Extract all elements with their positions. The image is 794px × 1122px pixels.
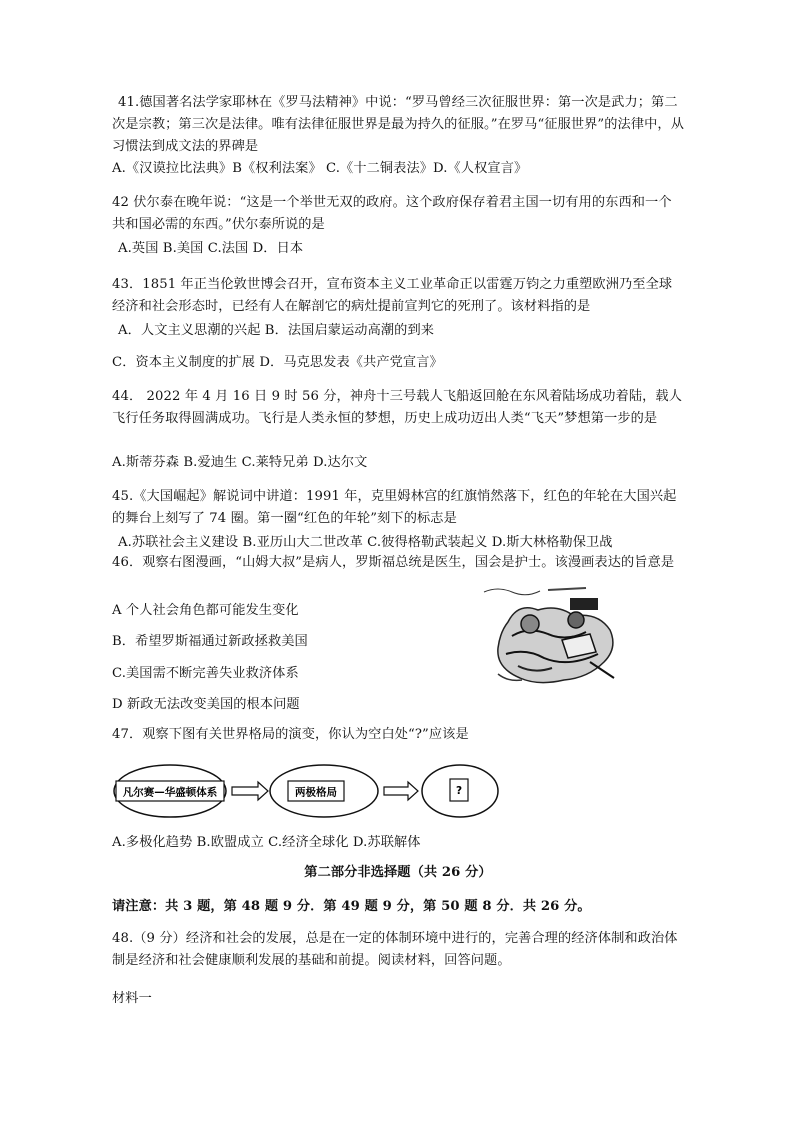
q41-stem: 41.德国著名法学家耶林在《罗马法精神》中说：“罗马曾经三次征服世界：第一次是武力；第二次是宗教；第三次是法律。唯有法律征服世界是最为持久的征服。”在罗马“征服世界”的法律中，从习惯法到成文法的界碑是 <box>112 95 684 154</box>
new-deal-cartoon <box>478 582 626 694</box>
world-pattern-diagram <box>112 762 502 820</box>
part2-title: 第二部分非选择题（共 26 分） <box>304 865 492 880</box>
q43-options-1: A．人文主义思潮的兴起 B．法国启蒙运动高潮的到来 <box>118 323 435 338</box>
q44-stem: 44． 2022 年 4 月 16 日 9 时 56 分，神舟十三号载人飞船返回舱在东风着陆场成功着陆，载人飞行任务取得圆满成功。飞行是人类永恒的梦想，历史上成功迈出人类“飞天”梦想第一步的是 <box>112 389 682 426</box>
diagram-box-1-label: 凡尔赛—华盛顿体系 <box>122 786 218 799</box>
q42-options: A.英国 B.美国 C.法国 D．日本 <box>118 241 304 256</box>
q42-stem: 42 伏尔泰在晚年说：“这是一个举世无双的政府。这个政府保存着君主国一切有用的东西和一个共和国必需的东西。”伏尔泰所说的是 <box>112 195 672 232</box>
q46-option-c: C.美国需不断完善失业救济体系 <box>112 666 299 681</box>
q44-options: A.斯蒂芬森 B.爱迪生 C.莱特兄弟 D.达尔文 <box>112 455 368 470</box>
q46-option-a: A 个人社会角色都可能发生变化 <box>112 603 299 618</box>
q48-material-label: 材料一 <box>112 991 152 1006</box>
q45-options: A.苏联社会主义建设 B.亚历山大二世改革 C.彼得格勒武装起义 D.斯大林格勒保卫战 <box>118 535 613 550</box>
diagram-box-2-label: 两极格局 <box>295 786 337 799</box>
q47-stem: 47．观察下图有关世界格局的演变，你认为空白处“?”应该是 <box>112 727 469 742</box>
q43-stem: 43．1851 年正当伦敦世博会召开，宣布资本主义工业革命正以雷霆万钧之力重塑欧洲乃至全球经济和社会形态时，已经有人在解剖它的病灶提前宣判它的死刑了。该材料指的是 <box>112 277 673 314</box>
q43-options-2: C．资本主义制度的扩展 D．马克思发表《共产党宣言》 <box>112 355 443 370</box>
q46-stem: 46．观察右图漫画，“山姆大叔”是病人，罗斯福总统是医生，国会是护士。该漫画表达的旨意是 <box>112 555 675 570</box>
q47-options: A.多极化趋势 B.欧盟成立 C.经济全球化 D.苏联解体 <box>112 835 421 850</box>
diagram-arrow-1 <box>232 782 268 800</box>
q46-option-d: D 新政无法改变美国的根本问题 <box>112 697 300 712</box>
q45-stem: 45.《大国崛起》解说词中讲道：1991 年，克里姆林宫的红旗悄然落下，红色的年轮在大国兴起的舞台上刻写了 74 圈。第一圈“红色的年轮”刻下的标志是 <box>112 489 677 526</box>
diagram-arrow-2 <box>384 782 418 800</box>
diagram-box-3-label: ? <box>455 785 463 797</box>
q48-stem: 48.（9 分）经济和社会的发展，总是在一定的体制环境中进行的，完善合理的经济体制和政治体制是经济和社会健康顺利发展的基础和前提。阅读材料，回答问题。 <box>112 931 678 968</box>
q41-options: A.《汉谟拉比法典》B《权利法案》 C.《十二铜表法》D.《人权宣言》 <box>112 161 528 176</box>
diagram-ellipse-2 <box>270 765 378 817</box>
q46-option-b: B．希望罗斯福通过新政拯救美国 <box>112 634 308 649</box>
diagram-ellipse-3 <box>422 765 498 817</box>
part2-note: 请注意：共 3 题，第 48 题 9 分．第 49 题 9 分，第 50 题 8 分．共 26 分。 <box>112 899 591 914</box>
diagram-ellipse-1 <box>114 765 226 817</box>
